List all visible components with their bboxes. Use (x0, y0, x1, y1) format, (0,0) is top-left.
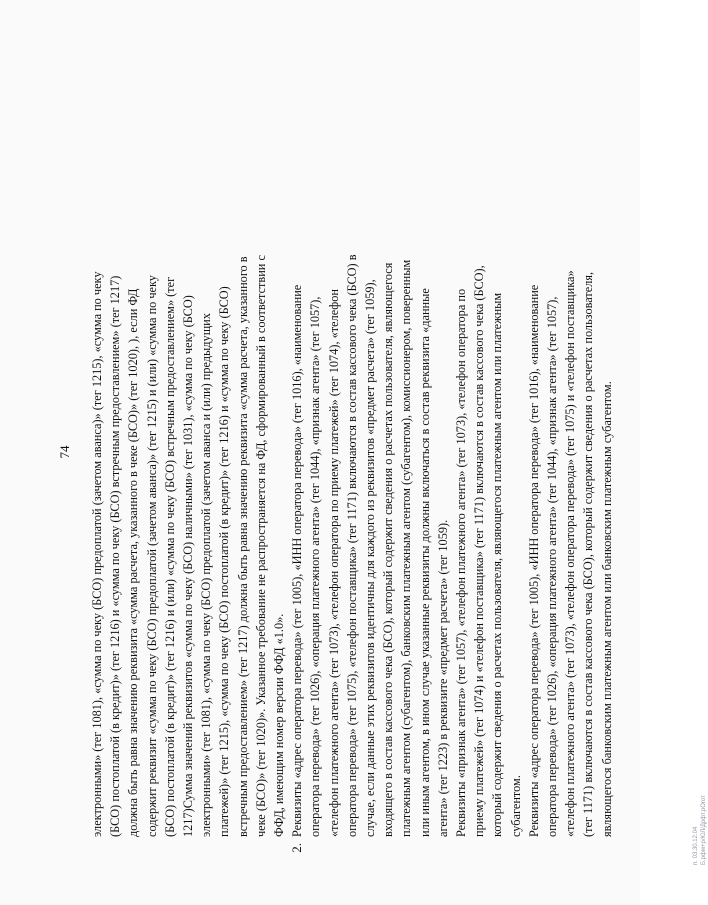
text-line: являющегося банковским платежным агентом или банковским платежным субагентом. (599, 381, 614, 837)
text-line: чеке (БСО)» (тег 1020)». Указанное требование не распространяется на ФД, сформированный в соответствии с (253, 255, 268, 837)
text-line: встречным предоставлением» (тег 1217) должна быть равна значению реквизита «сумма расчета, указанного в (235, 256, 250, 837)
text-line: «телефон платежного агента» (тег 1073), «телефон оператора по приему платежей» (тег 1074), «телефон (326, 288, 341, 837)
text-line: должна быть равна значению реквизита «сумма расчета, указанного в чеке (БСО)» (тег 1020), ), если ФД (126, 288, 141, 837)
continuation-block (88, 37, 288, 867)
text-line: (БСО) постоплатой (в кредит)» (тег 1216) и «сумма по чеку (БСО) встречным предоставлением» (тег 1217) (108, 275, 123, 837)
text-line: Реквизиты «признак агента» (тег 1057), «телефон платежного агента» (тег 1073), «телефон оператора по (454, 288, 469, 837)
text-line: «телефон платежного агента» (тег 1073), «телефон оператора перевода» (тег 1075) и «телефон поставщика» (563, 270, 578, 837)
document-body (88, 37, 616, 867)
item-number: 2. (289, 843, 305, 853)
text-line: Реквизиты «адрес оператора перевода» (тег 1005), «ИНН оператора перевода» (тег 1016), «наименование (526, 284, 541, 837)
text-line: оператора перевода» (тег 1026), «операция платежного агента» (тег 1044), «признак агента» (тег 1057), (545, 296, 560, 837)
text-line: субагентом. (508, 775, 523, 837)
text-line: (БСО) постоплатой (в кредит)» (тег 1216) и (или) «сумма по чеку (БСО) встречным предоставлением» (тег (162, 276, 177, 837)
list-item-2 (288, 37, 616, 867)
text-line: платежным агентом (субагентом), банковским платежным агентом (субагентом), комиссионером, поверенным (399, 259, 414, 837)
text-line: электронными» (тег 1081), «сумма по чеку (БСО) предоплатой (зачетом аванса и (или) предыдущих (199, 313, 214, 837)
text-line: электронными» (тег 1081), «сумма по чеку (БСО) предоплатой (зачетом аванса)» (тег 1215), «сумма по чеку (90, 271, 104, 837)
text-line: (тег 1171) включаются в состав кассового чека (БСО), который содержит сведения о расчетах пользователя, (581, 271, 596, 837)
text-line: приему платежей» (тег 1074) и «телефон поставщика» (тег 1171) включаются в состав кассового чека (БСО), (472, 265, 487, 837)
text-line: платежей)» (тег 1215), «сумма по чеку (БСО) постоплатой (в кредит)» (тег 1216) и «сумма по чеку (БСО) (217, 286, 232, 837)
page-number: 74 (57, 445, 72, 459)
text-line: оператора перевода» (тег 1075), «телефон поставщика» (тег 1171) включаются в состав кассового чека (БСО) в (344, 254, 359, 837)
text-line: входящего в состав кассового чека (БСО), который содержит сведения о расчетах пользователя, являющегося (381, 262, 396, 837)
text-line: агента» (тег 1223) в реквизите «предмет расчета» (тег 1059). (435, 519, 450, 837)
margin-stamp-note (692, 685, 708, 865)
text-line: или иным агентом, в ином случае указанные реквизиты должны включаться в состав реквизита «данные (417, 288, 432, 837)
text-line: случае, если данные этих реквизитов идентичны для каждого из реквизитов «предмет расчета» (тег 1059), (363, 279, 378, 837)
rotated-page-content (57, 37, 707, 867)
margin-note-line: Б.рфм+р/ЮЛ/Дрфт.рОгот (701, 795, 707, 865)
text-line: ФФД, имеющим номер версии ФФД «1.0». (272, 613, 287, 837)
text-line: оператора перевода» (тег 1026), «операция платежного агента» (тег 1044), «признак агента» (тег 1057), (308, 296, 323, 837)
text-line: который содержит сведения о расчетах пользователя, являющегося платежным агентом или платежным (490, 292, 505, 837)
margin-note-line: п. 03.30.12.04 (693, 826, 699, 865)
text-line: Реквизиты «адрес оператора перевода» (тег 1005), «ИНН оператора перевода» (тег 1016), «наименование (290, 284, 305, 837)
text-line: 1217)Сумма значений реквизитов «сумма по чеку (БСО) наличными» (тег 1031), «сумма по чеку (БСО) (181, 295, 196, 837)
text-line: содержит реквизит «сумма по чеку (БСО) предоплатой (зачетом аванса)» (тег 1215) и (или) «сумма по чеку (144, 275, 159, 837)
